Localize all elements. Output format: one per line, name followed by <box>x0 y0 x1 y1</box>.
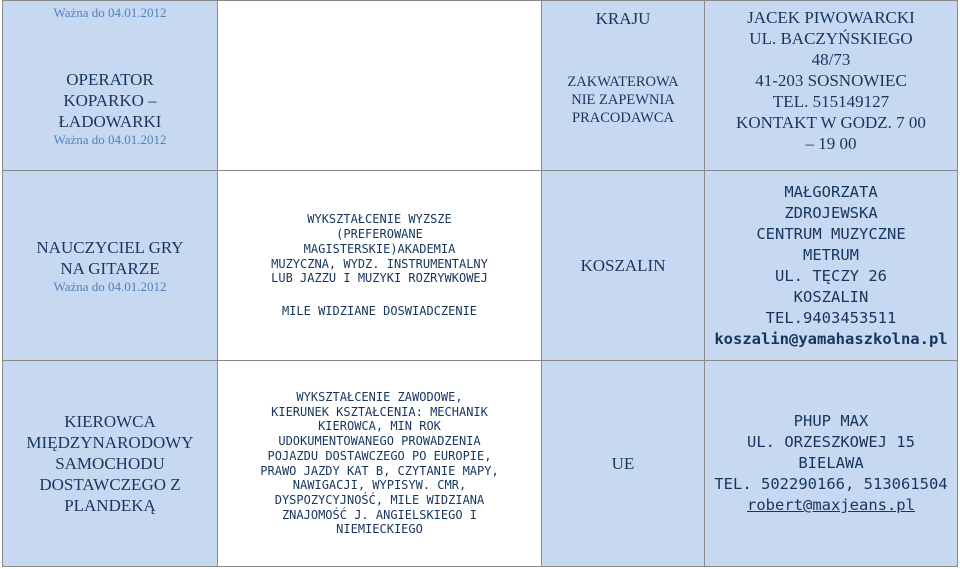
contact-line: CENTRUM MUZYCZNE <box>756 224 906 243</box>
job-title-cell <box>3 361 218 567</box>
contact-cell <box>705 1 958 171</box>
workplace-line: UE <box>611 453 635 473</box>
requirement-line: KIEROWCA, MIN ROK <box>318 419 441 434</box>
contact-line: 48/73 <box>811 50 851 69</box>
requirement-line: (PREFEROWANE <box>336 227 423 242</box>
contact-line: UL. ORZESZKOWEJ 15 <box>747 433 915 451</box>
job-title-line: ŁADOWARKI <box>58 112 162 131</box>
job-title-line: KIEROWCA <box>64 412 156 431</box>
workplace-line: KOSZALIN <box>580 255 666 275</box>
contact-line: JACEK PIWOWARCKI <box>747 8 915 27</box>
job-title-line: NAUCZYCIEL GRY <box>36 237 184 257</box>
contact-line: TEL. 515149127 <box>772 92 890 111</box>
requirement-line: LUB JAZZU I MUZYKI ROZRYWKOWEJ <box>271 271 488 286</box>
contact-cell <box>705 171 958 361</box>
email-link[interactable]: robert@maxjeans.pl <box>747 496 915 514</box>
requirement-line: NIEMIECKIEGO <box>336 522 423 537</box>
contact-line: PHUP MAX <box>793 412 869 430</box>
job-offers-table <box>2 0 958 567</box>
contact-line: 41-203 SOSNOWIEC <box>755 71 907 90</box>
contact-line: ZDROJEWSKA <box>784 203 878 222</box>
contact-line: KONTAKT W GODZ. 7 00 <box>736 113 926 132</box>
requirement-line: MAGISTERSKIE)AKADEMIA <box>303 241 456 256</box>
requirement-line: ZNAJOMOŚĆ J. ANGIELSKIEGO I <box>281 507 478 522</box>
requirement-line: KIERUNEK KSZTAŁCENIA: MECHANIK <box>271 404 488 419</box>
requirements-cell <box>218 1 542 171</box>
requirement-line: DYSPOZYCYJNOŚĆ, MILE WIDZIANA <box>274 492 485 507</box>
workplace-cell <box>542 171 705 361</box>
job-title-line: KOPARKO – <box>63 91 157 110</box>
contact-line: METRUM <box>803 245 859 264</box>
contact-line: TEL.9403453511 <box>765 308 897 327</box>
workplace-line: NIE ZAPEWNIA <box>571 92 675 108</box>
job-title-line: MIĘDZYNARODOWY <box>26 433 194 452</box>
job-title-line: OPERATOR <box>66 70 154 89</box>
requirement-line: WYKSZTAŁCENIE WYZSZE <box>307 212 452 227</box>
table-row <box>3 1 958 171</box>
valid-until: Ważna do 04.01.2012 <box>53 5 167 20</box>
workplace-line: KRAJU <box>595 9 651 28</box>
requirement-line: PRAWO JAZDY KAT B, CZYTANIE MAPY, <box>260 463 499 478</box>
valid-until: Ważna do 04.01.2012 <box>53 132 167 147</box>
contact-line: KOSZALIN <box>793 287 869 306</box>
workplace-cell <box>542 1 705 171</box>
contact-cell <box>705 361 958 567</box>
requirement-line: POJAZDU DOSTAWCZEGO PO EUROPIE, <box>267 448 492 463</box>
job-title-cell <box>3 1 218 171</box>
valid-until: Ważna do 04.01.2012 <box>53 278 167 294</box>
table-row <box>3 171 958 361</box>
requirement-note: MILE WIDZIANE DOSWIADCZENIE <box>281 303 478 318</box>
contact-line: MAŁGORZATA <box>784 182 878 201</box>
email-link[interactable]: koszalin@yamahaszkolna.pl <box>714 329 948 348</box>
requirements-cell <box>218 171 542 361</box>
job-title-line: NA GITARZE <box>60 258 160 278</box>
contact-line: TEL. 502290166, 513061504 <box>714 475 948 493</box>
contact-line: UL. TĘCZY 26 <box>775 266 887 285</box>
requirement-line: NAWIGACJI, WYPISYW. CMR, <box>292 478 467 493</box>
contact-line: UL. BACZYŃSKIEGO <box>749 29 913 48</box>
workplace-line: ZAKWATEROWA <box>567 74 679 90</box>
contact-line: – 19 00 <box>805 134 857 153</box>
requirement-line: WYKSZTAŁCENIE ZAWODOWE, <box>296 389 463 404</box>
job-title-line: PLANDEKĄ <box>64 496 156 515</box>
table-row <box>3 361 958 567</box>
workplace-line: PRACODAWCA <box>572 110 674 126</box>
job-title-cell <box>3 171 218 361</box>
requirement-line: MUZYCZNA, WYDZ. INSTRUMENTALNY <box>271 256 488 271</box>
contact-line: BIELAWA <box>798 454 864 472</box>
requirements-cell <box>218 361 542 567</box>
requirement-line: UDOKUMENTOWANEGO PROWADZENIA <box>278 434 481 449</box>
job-title-line: DOSTAWCZEGO Z <box>39 475 181 494</box>
workplace-cell <box>542 361 705 567</box>
job-title-line: SAMOCHODU <box>55 454 165 473</box>
